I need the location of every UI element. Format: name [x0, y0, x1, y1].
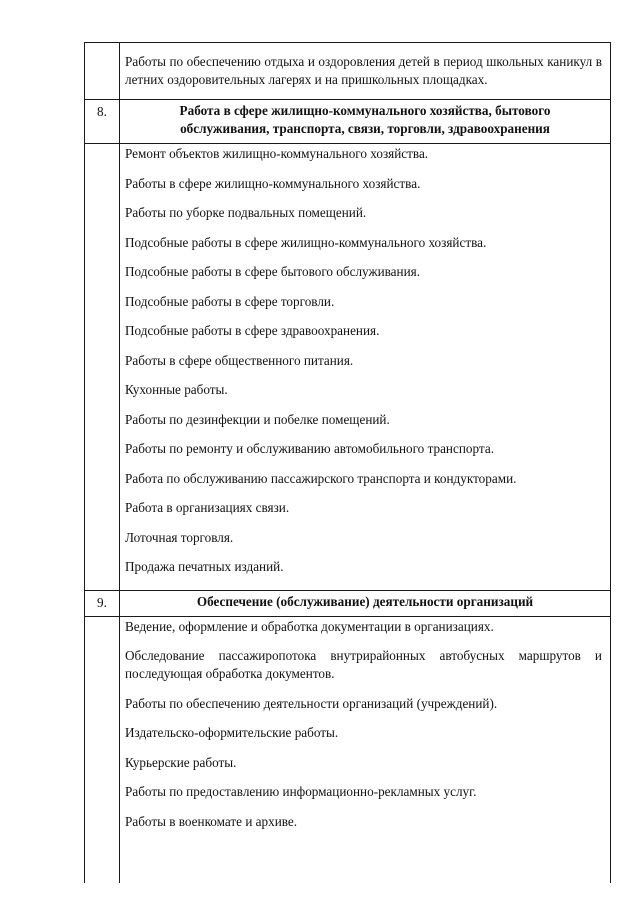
- list-item: Работы по ремонту и обслуживанию автомобильного транспорта.: [125, 441, 494, 456]
- list-item: Курьерские работы.: [125, 754, 237, 770]
- number-cell: [85, 144, 120, 591]
- section-number: 9.: [97, 594, 107, 610]
- section-items-list: [120, 617, 610, 883]
- list-item: Продажа печатных изданий.: [125, 559, 284, 574]
- table-row-section-items: [85, 616, 611, 883]
- continuation-paragraph: Работы по обеспечению отдыха и оздоровления детей в период школьных каникул в летних оздоровительных лагерях и на пришкольных площадках.: [125, 54, 602, 87]
- table-row-section-heading: [85, 590, 611, 616]
- section-items-cell: [120, 616, 611, 883]
- list-item: Работа в организациях связи.: [125, 500, 290, 515]
- list-item: Кухонные работы.: [125, 382, 228, 397]
- table-row-section-heading: [85, 100, 611, 144]
- number-cell: [85, 616, 120, 883]
- list-item: Работа по обслуживанию пассажирского транспорта и кондукторами.: [125, 470, 517, 486]
- list-item: Работы по дезинфекции и побелке помещений.: [125, 411, 390, 427]
- section-heading-cell: [120, 100, 611, 144]
- section-heading: Работа в сфере жилищно-коммунального хозяйства, бытового обслуживания, транспорта, связи, торговли, здравоохранения: [179, 103, 551, 136]
- list-item: Подсобные работы в сфере торговли.: [125, 293, 335, 309]
- list-item: Издательско-оформительские работы.: [125, 725, 339, 740]
- section-number-cell: [85, 100, 120, 144]
- section-heading-cell: [120, 590, 611, 616]
- content-cell: [120, 43, 611, 100]
- list-item: Работы в военкомате и архиве.: [125, 813, 298, 829]
- list-item: Работы в сфере жилищно-коммунального хозяйства.: [125, 175, 421, 191]
- section-number: 8.: [97, 104, 107, 119]
- table-row-continuation: [85, 43, 611, 100]
- list-item: Работы по уборке подвальных помещений.: [125, 205, 367, 220]
- list-item: Подсобные работы в сфере здравоохранения.: [125, 323, 380, 338]
- section-heading: Обеспечение (обслуживание) деятельности организаций: [196, 593, 534, 609]
- list-item: Работы по предоставлению информационно-рекламных услуг.: [125, 784, 477, 799]
- list-item: Лоточная торговля.: [125, 529, 234, 545]
- list-item: Работы по обеспечению деятельности организаций (учреждений).: [125, 695, 498, 711]
- section-items-cell: [120, 144, 611, 591]
- table-row-section-items: [85, 144, 611, 591]
- list-item: Ремонт объектов жилищно-коммунального хозяйства.: [125, 146, 429, 161]
- section-items-list: [120, 145, 610, 590]
- number-cell: [85, 43, 120, 100]
- activity-table: [84, 42, 611, 883]
- list-item: Подсобные работы в сфере бытового обслуживания.: [125, 264, 421, 279]
- list-item: Ведение, оформление и обработка документации в организациях.: [125, 618, 494, 634]
- list-item: Подсобные работы в сфере жилищно-коммунального хозяйства.: [125, 234, 487, 250]
- section-number-cell: [85, 590, 120, 616]
- list-item: Обследование пассажиропотока внутрирайонных автобусных маршрутов и последующая обработка документов.: [125, 648, 602, 681]
- list-item: Работы в сфере общественного питания.: [125, 352, 354, 368]
